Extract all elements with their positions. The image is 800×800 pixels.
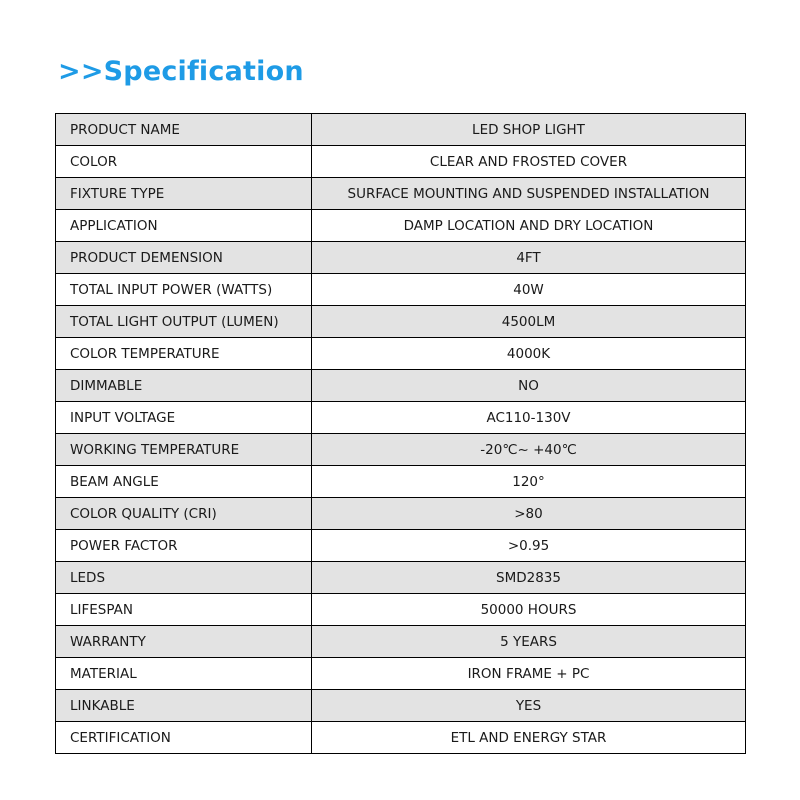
spec-label: LIFESPAN — [56, 594, 312, 626]
spec-label: BEAM ANGLE — [56, 466, 312, 498]
spec-value: 120° — [312, 466, 746, 498]
spec-value: SURFACE MOUNTING AND SUSPENDED INSTALLATION — [312, 178, 746, 210]
spec-label: TOTAL INPUT POWER (WATTS) — [56, 274, 312, 306]
spec-label: WARRANTY — [56, 626, 312, 658]
table-row — [56, 338, 746, 370]
table-row — [56, 722, 746, 754]
spec-label: WORKING TEMPERATURE — [56, 434, 312, 466]
spec-value: ETL AND ENERGY STAR — [312, 722, 746, 754]
spec-value: YES — [312, 690, 746, 722]
spec-label: INPUT VOLTAGE — [56, 402, 312, 434]
page-title: >>Specification — [58, 56, 304, 87]
spec-label: FIXTURE TYPE — [56, 178, 312, 210]
table-row — [56, 146, 746, 178]
spec-value: 50000 HOURS — [312, 594, 746, 626]
spec-value: DAMP LOCATION AND DRY LOCATION — [312, 210, 746, 242]
table-row — [56, 434, 746, 466]
spec-label: DIMMABLE — [56, 370, 312, 402]
spec-label: TOTAL LIGHT OUTPUT (LUMEN) — [56, 306, 312, 338]
spec-value: -20℃~ +40℃ — [312, 434, 746, 466]
spec-value: >0.95 — [312, 530, 746, 562]
table-row — [56, 658, 746, 690]
spec-value: SMD2835 — [312, 562, 746, 594]
spec-value: IRON FRAME + PC — [312, 658, 746, 690]
spec-label: CERTIFICATION — [56, 722, 312, 754]
spec-label: LEDS — [56, 562, 312, 594]
spec-label: PRODUCT NAME — [56, 114, 312, 146]
spec-value: 4FT — [312, 242, 746, 274]
spec-label: LINKABLE — [56, 690, 312, 722]
spec-label: APPLICATION — [56, 210, 312, 242]
spec-value: 4000K — [312, 338, 746, 370]
table-row — [56, 402, 746, 434]
table-row — [56, 594, 746, 626]
table-row — [56, 242, 746, 274]
table-row — [56, 530, 746, 562]
spec-label: MATERIAL — [56, 658, 312, 690]
spec-label: COLOR QUALITY (CRI) — [56, 498, 312, 530]
table-row — [56, 274, 746, 306]
table-row — [56, 626, 746, 658]
spec-value: AC110-130V — [312, 402, 746, 434]
spec-value: 5 YEARS — [312, 626, 746, 658]
table-row — [56, 690, 746, 722]
table-row — [56, 466, 746, 498]
spec-label: COLOR — [56, 146, 312, 178]
table-row — [56, 498, 746, 530]
table-row — [56, 178, 746, 210]
table-row — [56, 306, 746, 338]
table-row — [56, 210, 746, 242]
spec-label: POWER FACTOR — [56, 530, 312, 562]
spec-value: LED SHOP LIGHT — [312, 114, 746, 146]
spec-value: 40W — [312, 274, 746, 306]
spec-value: CLEAR AND FROSTED COVER — [312, 146, 746, 178]
spec-value: NO — [312, 370, 746, 402]
spec-value: 4500LM — [312, 306, 746, 338]
table-row — [56, 114, 746, 146]
spec-label: COLOR TEMPERATURE — [56, 338, 312, 370]
specification-table — [55, 113, 746, 754]
spec-value: >80 — [312, 498, 746, 530]
table-row — [56, 370, 746, 402]
spec-label: PRODUCT DEMENSION — [56, 242, 312, 274]
table-row — [56, 562, 746, 594]
